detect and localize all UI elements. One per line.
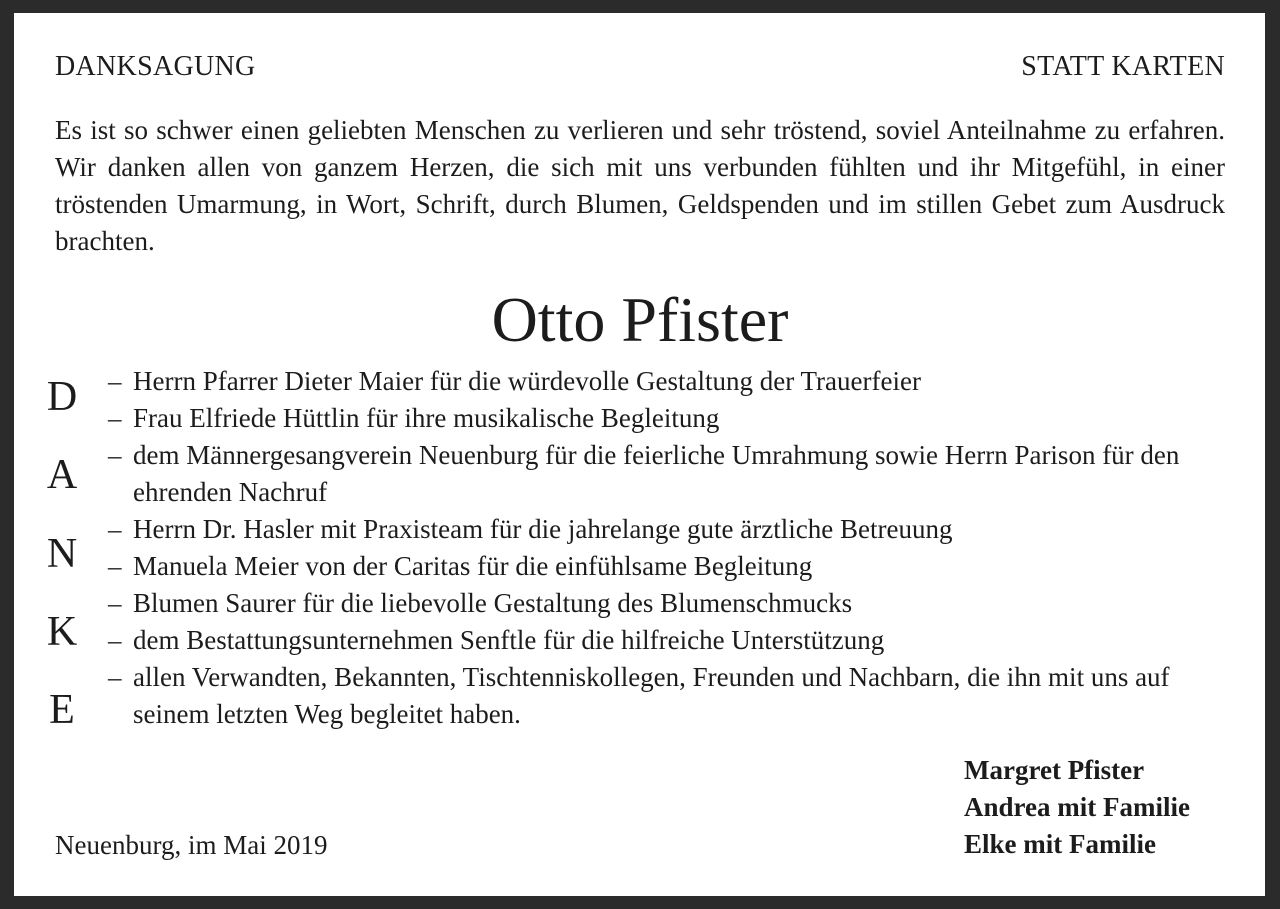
dash-marker: –: [108, 551, 122, 581]
signature-name: Margret Pfister: [964, 755, 1145, 785]
thanks-list: [108, 363, 1228, 733]
dash-marker: –: [108, 625, 122, 655]
danke-letter-n: N: [46, 531, 78, 577]
dash-marker: –: [108, 662, 122, 692]
dash-marker: –: [108, 403, 122, 433]
signature-name: Andrea mit Familie: [964, 792, 1190, 822]
thanks-item: [108, 437, 1228, 511]
place-date: Neuenburg, im Mai 2019: [55, 830, 328, 860]
signature-block: [964, 752, 1190, 863]
thanks-item-text: dem Männergesangverein Neuenburg für die feierliche Umrahmung sowie Herrn Parison für den ehrenden Nachruf: [133, 440, 1180, 507]
thanks-item: [108, 363, 1228, 400]
thanks-item-text: dem Bestattungsunternehmen Senftle für die hilfreiche Unterstützung: [133, 625, 885, 655]
thanks-item: [108, 585, 1228, 622]
thanks-item-text: Manuela Meier von der Caritas für die einfühlsame Begleitung: [133, 551, 813, 581]
thanks-item: [108, 548, 1228, 585]
thanks-item-text: Herrn Pfarrer Dieter Maier für die würdevolle Gestaltung der Trauerfeier: [133, 366, 921, 396]
signature-name: Elke mit Familie: [964, 829, 1156, 859]
dash-marker: –: [108, 514, 122, 544]
thanks-item-text: allen Verwandten, Bekannten, Tischtenniskollegen, Freunden und Nachbarn, die ihn mit uns auf seinem letzten Weg begleitet haben.: [133, 662, 1170, 729]
danke-letter-e: E: [49, 687, 75, 733]
thanks-item: [108, 511, 1228, 548]
danke-letter-a: A: [46, 452, 78, 498]
thanks-item-text: Herrn Dr. Hasler mit Praxisteam für die jahrelange gute ärztliche Betreuung: [133, 514, 953, 544]
dash-marker: –: [108, 440, 122, 470]
thanks-item: [108, 622, 1228, 659]
thanks-item: [108, 400, 1228, 437]
intro-paragraph: Es ist so schwer einen geliebten Menschen zu verlieren und sehr tröstend, soviel Anteilnahme zu erfahren. Wir danken allen von ganzem Herzen, die sich mit uns verbunden fühlten und ihr Mitgefühl, in einer tröstenden Umarmung, in Wort, Schrift, durch Blumen, Geldspenden und im stillen Gebet zum Ausdruck brachten.: [55, 115, 1225, 256]
thanks-item-text: Blumen Saurer für die liebevolle Gestaltung des Blumenschmucks: [133, 588, 853, 618]
header-danksagung: DANKSAGUNG: [55, 51, 256, 82]
danke-letter-k: K: [46, 609, 78, 655]
deceased-name: Otto Pfister: [491, 284, 789, 355]
danke-letter-d: D: [46, 374, 78, 420]
header-statt-karten: STATT KARTEN: [1021, 51, 1225, 82]
dash-marker: –: [108, 588, 122, 618]
thanks-item-text: Frau Elfriede Hüttlin für ihre musikalische Begleitung: [133, 403, 720, 433]
thanks-item: [108, 659, 1228, 733]
dash-marker: –: [108, 366, 122, 396]
